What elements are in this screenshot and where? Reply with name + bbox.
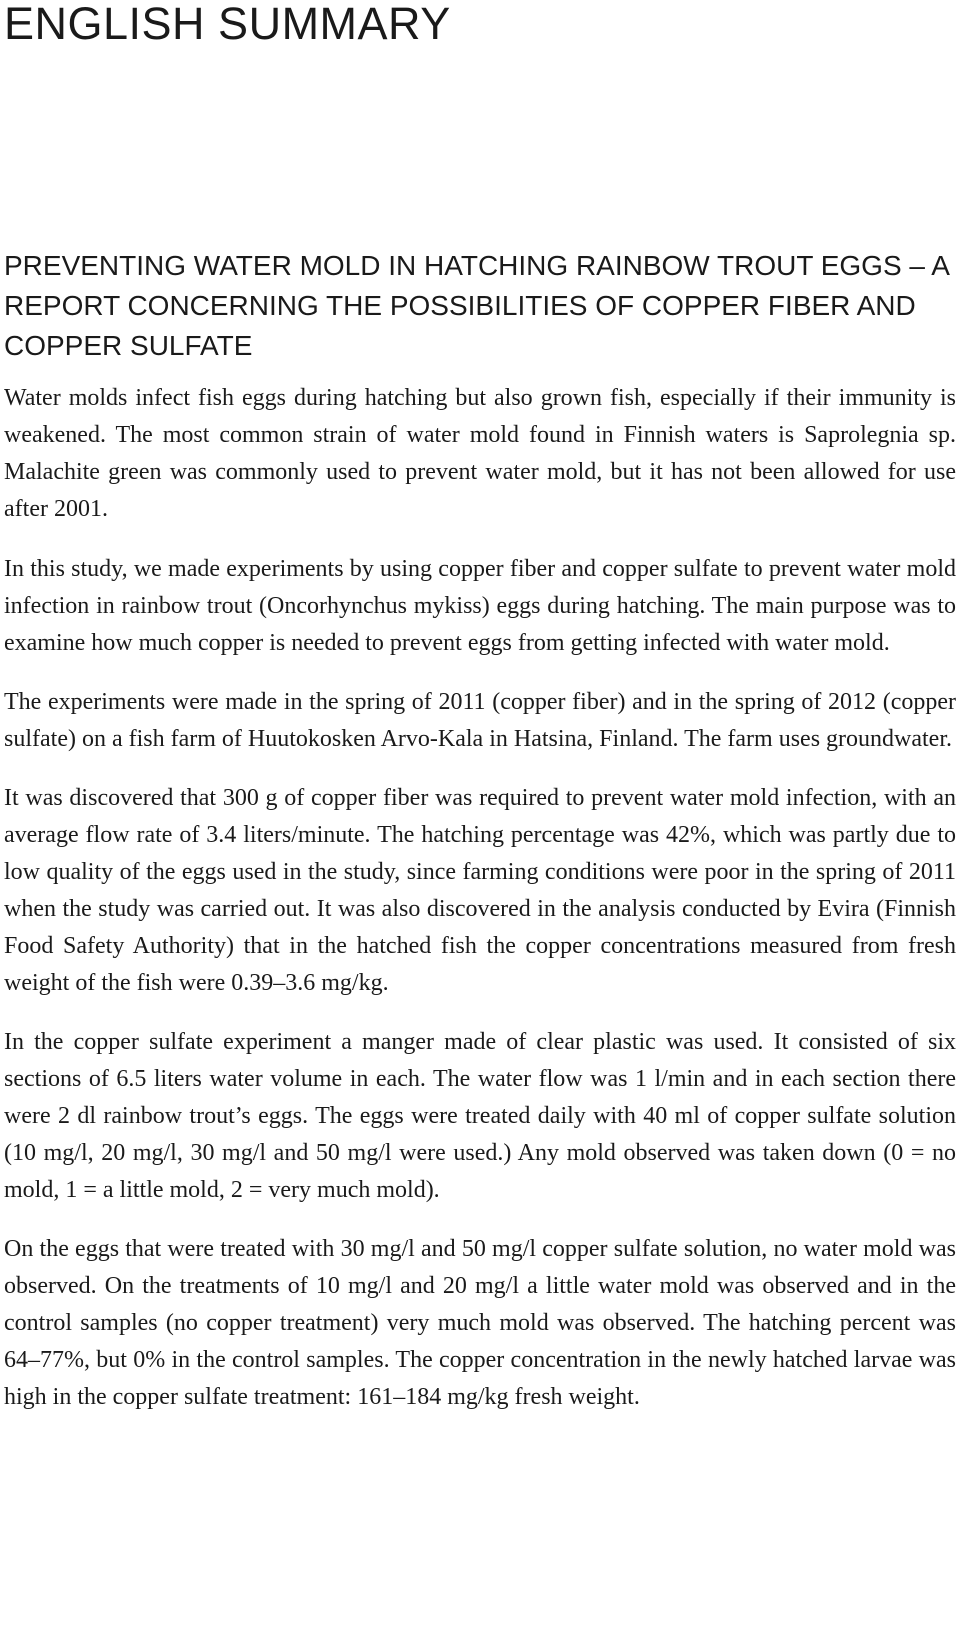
paragraph: The experiments were made in the spring of 2011 (copper fiber) and in the spring of 2012 (copper sulfate) on a fish farm of Huutokosken Arvo-Kala in Hatsina, Finland. The farm uses groundwater. — [4, 689, 956, 752]
document-page — [4, 0, 956, 1410]
paragraph: In the copper sulfate experiment a manger made of clear plastic was used. It consisted of six sections of 6.5 liters water volume in each. The water flow was 1 l/min and in each section there were 2 dl rainbow trout’s eggs. The eggs were treated daily with 40 ml of copper sulfate solution (10 mg/l, 20 mg/l, 30 mg/l and 50 mg/l were used.) Any mold observed was taken down (0 = no mold, 1 = a little mold, 2 = very much mold). — [4, 1029, 956, 1203]
paragraph: In this study, we made experiments by using copper fiber and copper sulfate to prevent water mold infection in rainbow trout (Oncorhynchus mykiss) eggs during hatching. The main purpose was to examine how much copper is needed to prevent eggs from getting infected with water mold. — [4, 556, 956, 656]
paragraph: It was discovered that 300 g of copper fiber was required to prevent water mold infection, with an average flow rate of 3.4 liters/minute. The hatching percentage was 42%, which was partly due to low quality of the eggs used in the study, since farming conditions were poor in the spring of 2011 when the study was carried out. It was also discovered in the analysis conducted by Evira (Finnish Food Safety Authority) that in the hatched fish the copper concentrations measured from fresh weight of the fish were 0.39–3.6 mg/kg. — [4, 785, 956, 996]
paragraph: Water molds infect fish eggs during hatching but also grown fish, especially if their immunity is weakened. The most common strain of water mold found in Finnish waters is Saprolegnia sp. Malachite green was commonly used to prevent water mold, but it has not been allowed for use after 2001. — [4, 385, 956, 522]
article-body — [4, 380, 956, 1416]
article-title: PREVENTING WATER MOLD IN HATCHING RAINBOW TROUT EGGS – A REPORT CONCERNING THE POSSIBILITIES OF COPPER FIBER AND COPPER SULFATE — [4, 250, 949, 361]
page-title: ENGLISH SUMMARY — [4, 0, 451, 49]
paragraph: On the eggs that were treated with 30 mg/l and 50 mg/l copper sulfate solution, no water mold was observed. On the treatments of 10 mg/l and 20 mg/l a little water mold was observed and in the control samples (no copper treatment) very much mold was observed. The hatching percent was 64–77%, but 0% in the control samples. The copper concentration in the newly hatched larvae was high in the copper sulfate treatment: 161–184 mg/kg fresh weight. — [4, 1236, 956, 1410]
